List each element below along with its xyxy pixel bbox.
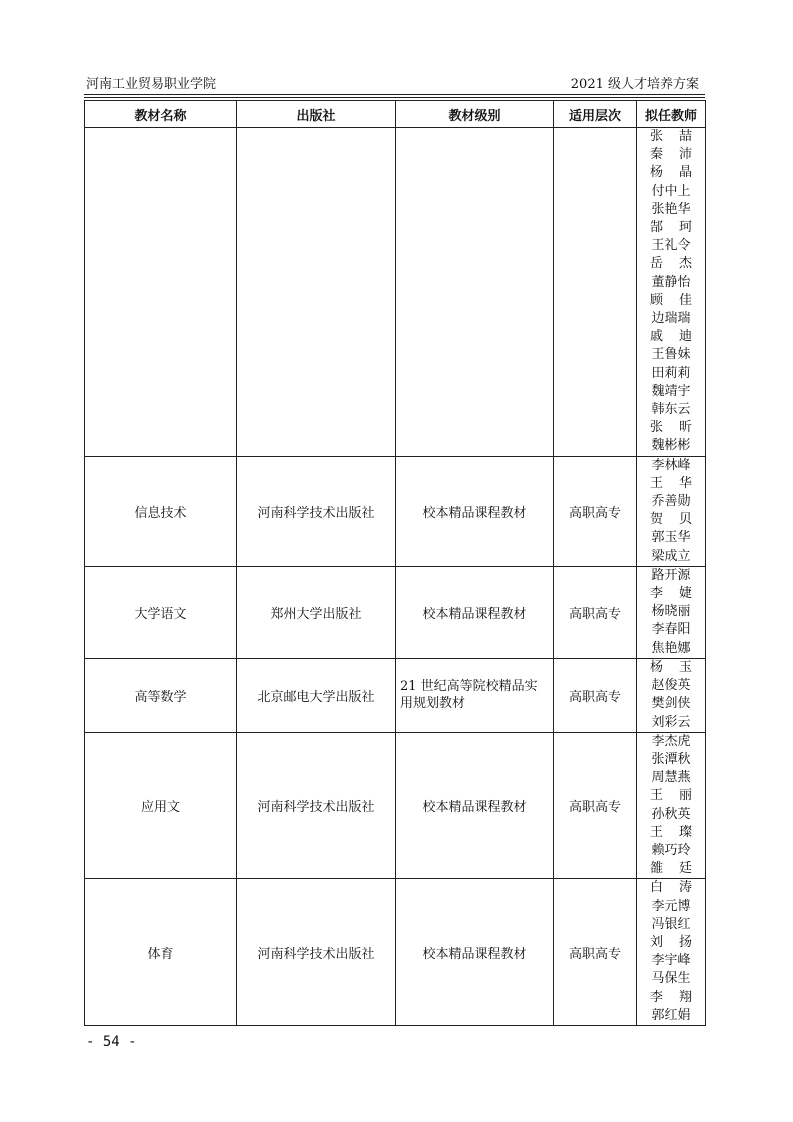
teacher-name: 王鲁妹 xyxy=(651,347,691,363)
publisher-text: 河南科学技术出版社 xyxy=(257,946,375,962)
applicable-tier-text: 高职高专 xyxy=(568,606,621,622)
applicable-tier-cell xyxy=(554,128,637,457)
teacher-name: 樊剑侠 xyxy=(651,696,691,712)
teacher-name: 秦 沛 xyxy=(650,147,692,163)
table-header-row xyxy=(85,101,706,128)
column-header-teachers: 拟任教师 xyxy=(637,101,706,128)
textbook-level-cell xyxy=(396,566,554,658)
textbook-table xyxy=(84,100,706,1026)
applicable-tier-text: 高职高专 xyxy=(568,505,621,521)
textbook-level-text: 21 世纪高等院校精品实用规划教材 xyxy=(400,679,538,712)
teacher-name: 郜 珂 xyxy=(650,220,692,236)
textbook-name-text: 信息技术 xyxy=(134,505,187,521)
textbook-level-text: 校本精品课程教材 xyxy=(422,800,527,816)
teacher-name: 李 翔 xyxy=(650,989,692,1005)
teacher-name: 路开源 xyxy=(651,567,691,583)
teacher-name: 李杰虎 xyxy=(651,733,691,749)
teacher-name: 刘彩云 xyxy=(651,714,691,730)
teacher-name: 顾 佳 xyxy=(650,292,692,308)
teacher-name: 杨晓丽 xyxy=(651,604,691,620)
textbook-level-cell xyxy=(396,732,554,879)
table-row xyxy=(85,128,706,457)
publisher-text: 河南科学技术出版社 xyxy=(257,505,375,521)
publisher-cell xyxy=(237,128,396,457)
teacher-name: 刘 扬 xyxy=(650,934,692,950)
teachers-cell xyxy=(637,566,706,658)
textbook-level-text: 校本精品课程教材 xyxy=(422,505,527,521)
teacher-name: 张 喆 xyxy=(650,129,692,144)
textbook-name-cell xyxy=(85,658,237,732)
publisher-cell xyxy=(237,456,396,566)
teacher-name: 乔善勋 xyxy=(651,494,691,510)
teacher-name: 戚 迪 xyxy=(650,329,692,345)
teacher-name: 杨 晶 xyxy=(650,165,692,181)
teacher-name: 李元博 xyxy=(651,898,691,914)
header-school-name: 河南工业贸易职业学院 xyxy=(86,77,217,92)
teacher-name: 田莉莉 xyxy=(651,365,691,381)
textbook-level-cell xyxy=(396,456,554,566)
teacher-name: 李宇峰 xyxy=(651,953,691,969)
teacher-name: 贺 贝 xyxy=(650,512,692,528)
column-header-applicable-tier: 适用层次 xyxy=(554,101,637,128)
header-plan-title: 2021 级人才培养方案 xyxy=(570,77,699,92)
teacher-name: 魏靖宇 xyxy=(651,383,691,399)
teacher-name: 赵俊英 xyxy=(651,678,691,694)
teacher-name: 王 璨 xyxy=(650,824,692,840)
teacher-name: 韩东云 xyxy=(651,402,691,418)
textbook-level-text: 校本精品课程教材 xyxy=(422,946,527,962)
teacher-name: 白 涛 xyxy=(650,880,692,896)
column-header-publisher: 出版社 xyxy=(237,101,396,128)
teacher-name: 李林峰 xyxy=(651,457,691,473)
textbook-name-text: 体育 xyxy=(147,946,174,962)
table-row xyxy=(85,879,706,1026)
applicable-tier-cell xyxy=(554,879,637,1026)
publisher-text: 郑州大学出版社 xyxy=(270,606,362,622)
textbook-level-cell xyxy=(396,658,554,732)
teacher-name: 边瑞瑞 xyxy=(651,311,691,327)
teacher-name: 赖巧玲 xyxy=(651,842,691,858)
column-header-textbook-level: 教材级别 xyxy=(396,101,554,128)
page-header xyxy=(84,76,705,94)
teacher-name: 雒 廷 xyxy=(650,861,692,877)
applicable-tier-text: 高职高专 xyxy=(568,689,621,705)
applicable-tier-text: 高职高专 xyxy=(568,800,621,816)
teachers-cell xyxy=(637,128,706,457)
column-header-textbook-name: 教材名称 xyxy=(85,101,237,128)
applicable-tier-cell xyxy=(554,732,637,879)
applicable-tier-cell xyxy=(554,566,637,658)
teacher-name: 杨 玉 xyxy=(650,659,692,675)
teachers-cell xyxy=(637,456,706,566)
textbook-name-cell xyxy=(85,456,237,566)
teacher-name: 李春阳 xyxy=(651,622,691,638)
teachers-cell xyxy=(637,658,706,732)
page-number: - 54 - xyxy=(86,1034,137,1050)
publisher-text: 河南科学技术出版社 xyxy=(257,800,375,816)
textbook-name-cell xyxy=(85,879,237,1026)
textbook-level-text: 校本精品课程教材 xyxy=(422,606,527,622)
textbook-name-cell xyxy=(85,732,237,879)
textbook-name-text: 应用文 xyxy=(140,800,180,816)
teacher-name: 冯银红 xyxy=(651,916,691,932)
teacher-name: 王 华 xyxy=(650,475,692,491)
table-row xyxy=(85,566,706,658)
textbook-name-cell xyxy=(85,128,237,457)
table-row xyxy=(85,658,706,732)
publisher-cell xyxy=(237,732,396,879)
publisher-cell xyxy=(237,658,396,732)
applicable-tier-cell xyxy=(554,456,637,566)
teacher-name: 王礼令 xyxy=(651,238,691,254)
textbook-level-cell xyxy=(396,879,554,1026)
table-row xyxy=(85,456,706,566)
teacher-name: 孙秋英 xyxy=(651,806,691,822)
publisher-cell xyxy=(237,566,396,658)
teacher-name: 张 昕 xyxy=(650,420,692,436)
teacher-name: 魏彬彬 xyxy=(651,438,691,454)
teacher-name: 梁成立 xyxy=(651,548,691,564)
teacher-name: 焦艳娜 xyxy=(651,640,691,656)
applicable-tier-text: 高职高专 xyxy=(568,946,621,962)
teacher-name: 付中上 xyxy=(651,183,691,199)
teacher-name: 董静怡 xyxy=(651,274,691,290)
header-divider-secondary xyxy=(84,97,705,98)
textbook-name-text: 大学语文 xyxy=(134,606,187,622)
textbook-name-text: 高等数学 xyxy=(134,689,187,705)
publisher-cell xyxy=(237,879,396,1026)
teachers-cell xyxy=(637,879,706,1026)
applicable-tier-cell xyxy=(554,658,637,732)
teacher-name: 岳 杰 xyxy=(650,256,692,272)
header-divider xyxy=(84,94,705,95)
publisher-text: 北京邮电大学出版社 xyxy=(257,689,375,705)
teacher-name: 王 丽 xyxy=(650,788,692,804)
teacher-name: 郭玉华 xyxy=(651,530,691,546)
table-row xyxy=(85,732,706,879)
teacher-name: 郭红娟 xyxy=(651,1007,691,1023)
teacher-name: 李 婕 xyxy=(650,586,692,602)
teacher-name: 马保生 xyxy=(651,971,691,987)
teachers-cell xyxy=(637,732,706,879)
teacher-name: 张潭秋 xyxy=(651,751,691,767)
teacher-name: 张艳华 xyxy=(651,201,691,217)
textbook-level-cell xyxy=(396,128,554,457)
teacher-name: 周慧燕 xyxy=(651,770,691,786)
textbook-name-cell xyxy=(85,566,237,658)
